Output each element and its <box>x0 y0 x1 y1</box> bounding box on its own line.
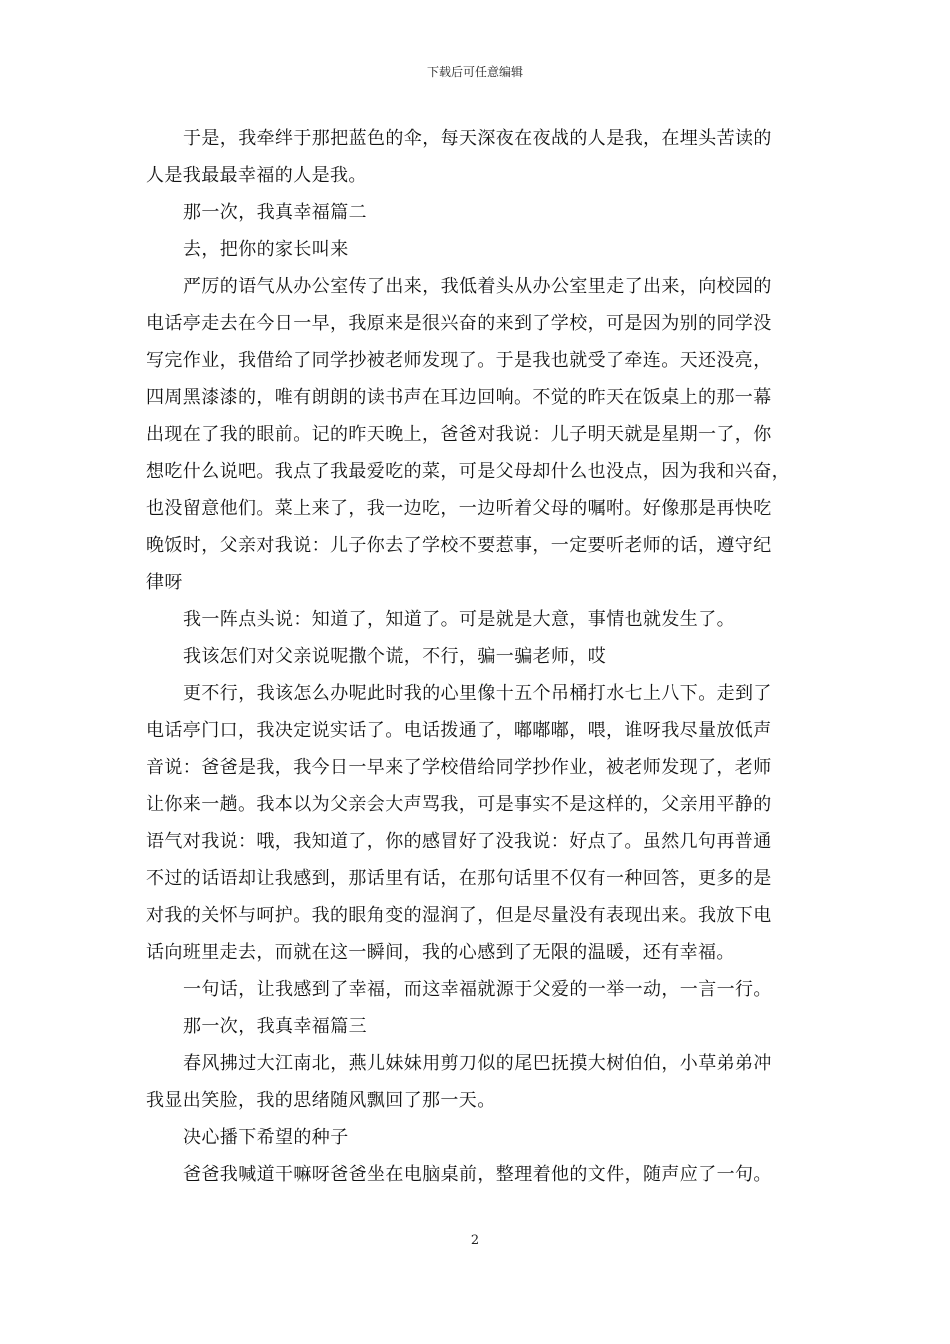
text-line: 我一阵点头说：知道了，知道了。可是就是大意，事情也就发生了。 <box>183 609 735 630</box>
text-line: 一句话，让我感到了幸福，而这幸福就源于父爱的一举一动，一言一行。 <box>183 979 772 1000</box>
text-line: 爸爸我喊道干嘛呀爸爸坐在电脑桌前，整理着他的文件，随声应了一句。 <box>183 1164 772 1185</box>
text-line: 晚饭时，父亲对我说：儿子你去了学校不要惹事，一定要听老师的话，遵守纪 <box>146 535 772 556</box>
text-line: 于是，我牵绊于那把蓝色的伞，每天深夜在夜战的人是我，在埋头苦读的 <box>183 128 772 149</box>
text-line: 那一次，我真幸福篇二 <box>183 202 367 223</box>
text-line: 让你来一趟。我本以为父亲会大声骂我，可是事实不是这样的，父亲用平静的 <box>146 794 772 815</box>
page-header: 下载后可任意编辑 <box>426 65 523 79</box>
text-line: 对我的关怀与呵护。我的眼角变的湿润了，但是尽量没有表现出来。我放下电 <box>146 905 772 926</box>
text-line: 出现在了我的眼前。记的昨天晚上，爸爸对我说：儿子明天就是星期一了，你 <box>146 424 772 445</box>
text-line: 那一次，我真幸福篇三 <box>183 1016 367 1037</box>
text-line: 四周黑漆漆的，唯有朗朗的读书声在耳边回响。不觉的昨天在饭桌上的那一幕 <box>146 387 772 408</box>
text-line: 春风拂过大江南北，燕儿妹妹用剪刀似的尾巴抚摸大树伯伯，小草弟弟冲 <box>183 1053 772 1074</box>
text-line: 语气对我说：哦，我知道了，你的感冒好了没我说：好点了。虽然几句再普通 <box>146 831 772 852</box>
text-line: 写完作业，我借给了同学抄被老师发现了。于是我也就受了牵连。天还没亮， <box>146 350 772 371</box>
text-line: 更不行，我该怎么办呢此时我的心里像十五个吊桶打水七上八下。走到了 <box>183 683 772 704</box>
text-line: 不过的话语却让我感到，那话里有话，在那句话里不仅有一种回答，更多的是 <box>146 868 772 889</box>
text-line: 决心播下希望的种子 <box>183 1127 349 1148</box>
text-line: 严厉的语气从办公室传了出来，我低着头从办公室里走了出来，向校园的 <box>183 276 772 297</box>
text-line: 电话亭走去在今日一早，我原来是很兴奋的来到了学校，可是因为别的同学没 <box>146 313 772 334</box>
text-line: 音说：爸爸是我，我今日一早来了学校借给同学抄作业，被老师发现了，老师 <box>146 757 772 778</box>
text-line: 话向班里走去，而就在这一瞬间，我的心感到了无限的温暖，还有幸福。 <box>146 942 735 963</box>
text-line: 我该怎们对父亲说呢撒个谎，不行，骗一骗老师，哎 <box>183 646 607 667</box>
text-line: 去，把你的家长叫来 <box>183 239 349 260</box>
text-line: 也没留意他们。菜上来了，我一边吃，一边听着父母的嘱咐。好像那是再快吃 <box>146 498 772 519</box>
text-line: 人是我最最幸福的人是我。 <box>146 165 367 186</box>
page-number: 2 <box>470 1233 480 1248</box>
text-line: 律呀 <box>146 572 183 593</box>
document-body <box>146 120 810 1193</box>
text-line: 电话亭门口，我决定说实话了。电话拨通了，嘟嘟嘟，喂，谁呀我尽量放低声 <box>146 720 772 741</box>
text-line: 我显出笑脸，我的思绪随风飘回了那一天。 <box>146 1090 496 1111</box>
text-line: 想吃什么说吧。我点了我最爱吃的菜，可是父母却什么也没点，因为我和兴奋， <box>146 461 790 482</box>
